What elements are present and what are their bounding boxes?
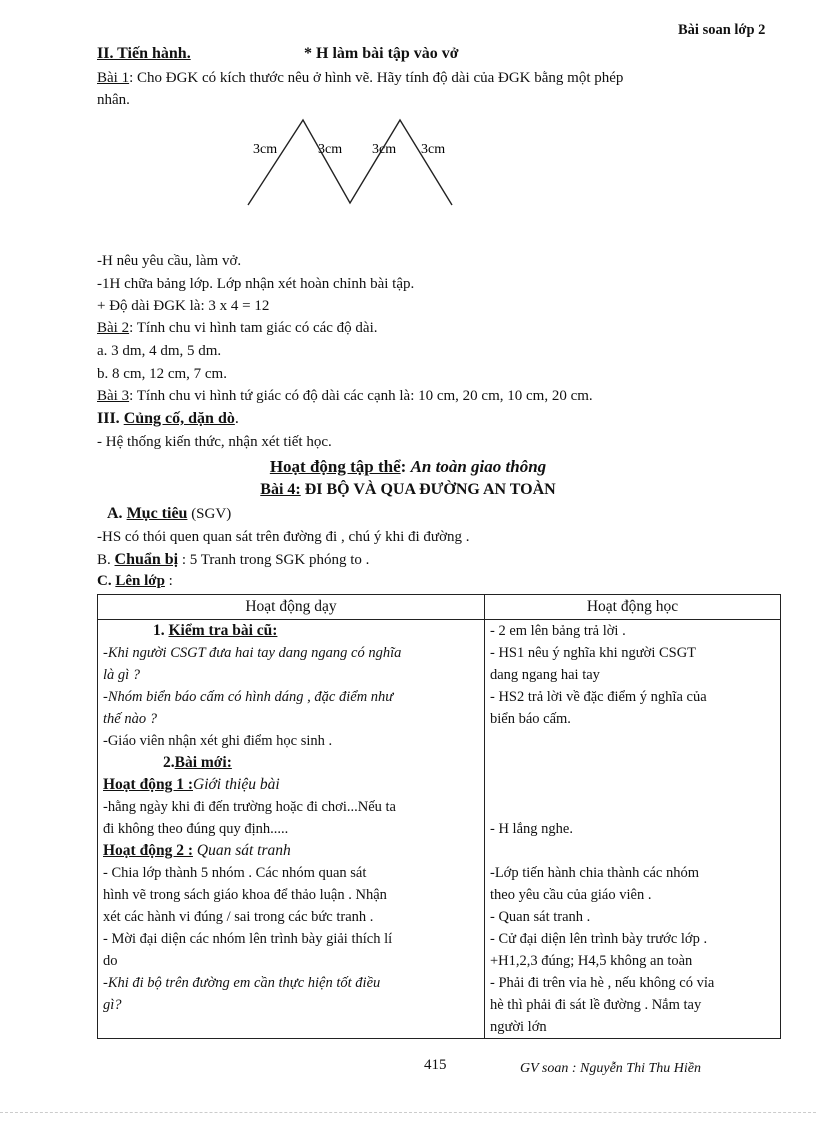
fig-label-3: 3cm xyxy=(372,142,397,157)
spacer xyxy=(490,730,775,818)
bai2-b: b. 8 cm, 12 cm, 7 cm. xyxy=(97,366,227,382)
right1-line: - HS2 trả lời về đặc điểm ý nghĩa của xyxy=(490,689,707,705)
left1-line: là gì ? xyxy=(103,667,141,683)
section-c-title: Lên lớp xyxy=(115,573,165,589)
hd2-right-line: theo yêu cầu của giáo viên . xyxy=(490,887,652,903)
bai1-text: : Cho ĐGK có kích thước nêu ở hình vẽ. Hãy tính độ dài của ĐGK bằng một phép xyxy=(129,70,624,86)
hd1-title xyxy=(103,774,479,796)
section-2-note: * H làm bài tập vào vở xyxy=(304,45,459,62)
hd2-right-line: người lớn xyxy=(490,1019,547,1035)
section-c-suffix: : xyxy=(164,573,173,589)
bai3-line xyxy=(97,388,593,405)
hd2-right-line: - Phải đi trên vỉa hè , nếu không có vỉa xyxy=(490,975,715,991)
header-teacher: Hoạt động dạy xyxy=(98,595,485,620)
bai1-line xyxy=(97,70,780,87)
baimoi-title xyxy=(103,752,479,774)
hd2-line: - Mời đại diện các nhóm lên trình bày giải thích lí xyxy=(103,931,393,947)
section-c-line xyxy=(97,573,173,590)
activity-label: Hoạt động tập thể xyxy=(269,457,401,476)
section-a-title-text: Mục tiêu xyxy=(126,505,188,522)
hd2-italic-line: -Khi đi bộ trên đường em cần thực hiện tốt điều xyxy=(103,975,381,991)
hd2-label: Hoạt động 2 : xyxy=(103,842,193,859)
left1-line: -Khi người CSGT đưa hai tay dang ngang có nghĩa xyxy=(103,645,402,661)
hd2-title xyxy=(103,840,479,862)
baimoi-num: 2. xyxy=(163,754,175,771)
left1-line: thế nào ? xyxy=(103,711,157,727)
section-b-title: Chuẩn bị xyxy=(114,551,179,568)
hd2-right-line: -Lớp tiến hành chia thành các nhóm xyxy=(490,865,699,881)
hd1-line: -hằng ngày khi đi đến trường hoặc đi chơi...Nếu ta xyxy=(103,799,396,815)
left1b-line: -Giáo viên nhận xét ghi điểm học sinh . xyxy=(103,733,333,749)
right1-line: - 2 em lên bảng trả lời . xyxy=(490,623,626,639)
hd2-line: hình vẽ trong sách giáo khoa để thảo luận . Nhận xyxy=(103,887,387,903)
spacer xyxy=(490,840,775,862)
zigzag-line xyxy=(248,120,452,205)
fig-label-2: 3cm xyxy=(318,142,343,157)
kiemtra-num: 1. xyxy=(153,622,169,639)
section-3-suffix: . xyxy=(234,410,239,427)
hd1-right-line: - H lắng nghe. xyxy=(490,821,573,837)
bai1-line-2: nhân. xyxy=(97,92,130,108)
hd2-line: xét các hành vi đúng / sai trong các bức tranh . xyxy=(103,909,374,925)
bai2-line xyxy=(97,320,378,337)
hd1-line: đi không theo đúng quy định..... xyxy=(103,821,289,837)
right1-line: dang ngang hai tay xyxy=(490,667,600,683)
section-a-title xyxy=(107,505,231,523)
step-line-3: + Độ dài ĐGK là: 3 x 4 = 12 xyxy=(97,298,270,314)
right1-line: - HS1 nêu ý nghĩa khi người CSGT xyxy=(490,645,697,661)
table-row xyxy=(98,620,781,1039)
section-2-title xyxy=(97,45,191,63)
activity-subtitle: An toàn giao thông xyxy=(410,457,547,476)
lesson-label: Bài 4: xyxy=(260,481,301,498)
kiemtra-title-text: Kiểm tra bài cũ: xyxy=(168,622,278,639)
section-3-title xyxy=(97,410,239,428)
bai2-text: : Tính chu vi hình tam giác có các độ dài. xyxy=(129,320,378,336)
step-line-2: -1H chữa bảng lớp. Lớp nhận xét hoàn chỉnh bài tập. xyxy=(97,276,415,292)
activity-colon: : xyxy=(400,457,407,476)
teacher-cell xyxy=(98,620,485,1039)
right1-line: biển báo cấm. xyxy=(490,711,571,727)
fig-label-4: 3cm xyxy=(421,142,446,157)
section-a-line: -HS có thói quen quan sát trên đường đi , chú ý khi đi đường . xyxy=(97,529,470,545)
hd1-label: Hoạt động 1 : xyxy=(103,776,193,793)
section-2-title-text: II. Tiến hành. xyxy=(97,45,191,62)
section-c-prefix: C. xyxy=(97,573,116,589)
hd2-italic-line: gì? xyxy=(103,997,122,1013)
lesson-plan-table xyxy=(97,594,781,1039)
section-a-suffix: (SGV) xyxy=(187,506,232,522)
left1-line: -Nhóm biển báo cấm có hình dáng , đặc điểm như xyxy=(103,689,394,705)
hd2-right-line: - Cử đại diện lên trình bày trước lớp . xyxy=(490,931,708,947)
section-b-line xyxy=(97,551,369,569)
fig-label-1: 3cm xyxy=(253,142,278,157)
section-b-prefix: B. xyxy=(97,552,115,568)
hd2-line: do xyxy=(103,953,118,969)
bai1-label: Bài 1 xyxy=(97,70,130,86)
kiemtra-title xyxy=(103,620,479,642)
section-3-prefix: III. xyxy=(97,410,124,427)
page-number: 415 xyxy=(424,1057,447,1073)
table-header-row xyxy=(98,595,781,620)
page-bottom-divider xyxy=(0,1112,816,1113)
section-3-title-text: Củng cố, dặn dò xyxy=(123,410,235,427)
bai2-label: Bài 2 xyxy=(97,320,130,336)
footer-author: GV soan : Nguyễn Thi Thu Hiền xyxy=(520,1061,701,1076)
hd1-title-text: Giới thiệu bài xyxy=(193,776,280,793)
section-b-text: : 5 Tranh trong SGK phóng to . xyxy=(178,552,370,568)
bai2-a: a. 3 dm, 4 dm, 5 dm. xyxy=(97,343,222,359)
hd2-line: - Chia lớp thành 5 nhóm . Các nhóm quan sát xyxy=(103,865,367,881)
header-student: Hoạt động học xyxy=(485,595,781,620)
lesson-title-text: ĐI BỘ VÀ QUA ĐƯỜNG AN TOÀN xyxy=(304,481,556,498)
section-3-line: - Hệ thống kiến thức, nhận xét tiết học. xyxy=(97,434,332,450)
hd2-right-line: hè thì phải đi sát lề đường . Nắm tay xyxy=(490,997,702,1013)
step-line-1: -H nêu yêu cầu, làm vở. xyxy=(97,253,242,269)
bai3-text: : Tính chu vi hình tứ giác có độ dài các cạnh là: 10 cm, 20 cm, 10 cm, 20 cm. xyxy=(129,388,593,404)
activity-title xyxy=(0,457,816,477)
hd2-right-line: - Quan sát tranh . xyxy=(490,909,591,925)
student-cell xyxy=(485,620,781,1039)
baimoi-title-text: Bài mới: xyxy=(174,754,232,771)
zigzag-figure xyxy=(240,112,460,212)
hd2-right-line: +H1,2,3 đúng; H4,5 không an toàn xyxy=(490,953,693,969)
hd2-title-text: Quan sát tranh xyxy=(196,842,291,859)
bai3-label: Bài 3 xyxy=(97,388,130,404)
lesson-title xyxy=(0,481,816,499)
header-title: Bài soan lớp 2 xyxy=(678,22,766,38)
section-a-prefix: A. xyxy=(107,505,127,522)
